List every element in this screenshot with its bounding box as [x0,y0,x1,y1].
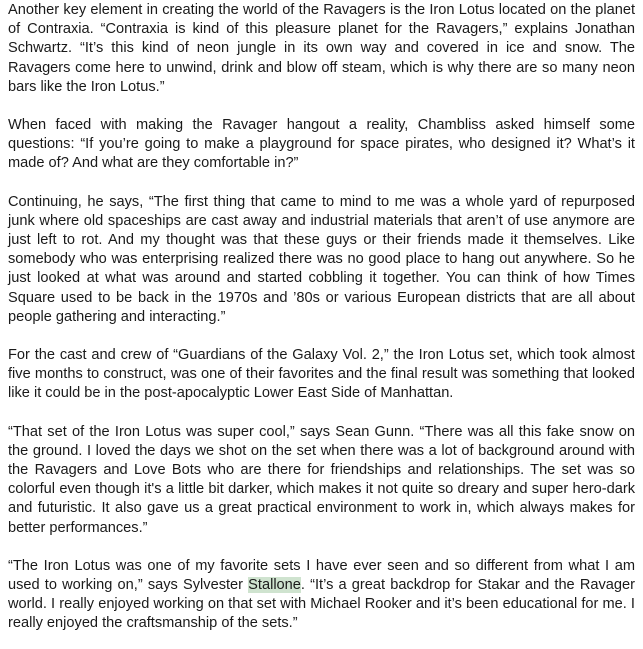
stallone-quote-before: “The Iron Lotus was one of my favorite sets I have ever seen and so different from what I am used to working on,” says Sylvester [8,557,635,594]
paragraph-stallone-quote [8,557,635,634]
paragraph-chambliss-continuing: Continuing, he says, “The first thing that came to mind to me was a whole yard of repurposed junk where old spaceships are cast away and industrial materials that aren’t of use anymore are just left to rot. And my thought was that these guys or their friends made it themselves. Like somebody who was enterprising realized there was no good place to hang out anywhere. So he just looked at what was around and started cobbling it together. You can think of how Times Square used to be back in the 1970s and ’80s or various European districts that are all about people gathering and interacting.” [8,193,635,325]
paragraph-sean-gunn-quote: “That set of the Iron Lotus was super cool,” says Sean Gunn. “There was all this fake snow on the ground. I loved the days we shot on the set when there was a lot of background around with the Ravagers and Love Bots who are there for friendships and relationships. The set was so colorful even though it's a little bit darker, which makes it not quite so dreary and super hero-dark and futuristic. It also gave us a great practical environment to work in, which always makes for better performances.” [8,423,635,536]
stallone-quote-after: . “It’s a great backdrop for Stakar and the Ravager world. I really enjoyed working on that set with Michael Rooker and it’s been educational for me. I really enjoyed the craftsmanship of the sets.” [8,577,635,632]
paragraph-cast-and-crew: For the cast and crew of “Guardians of the Galaxy Vol. 2,” the Iron Lotus set, which took almost five months to construct, was one of their favorites and the final result was something that looked like it could be in the post-apocalyptic Lower East Side of Manhattan. [8,347,635,402]
paragraph-iron-lotus-intro: Another key element in creating the world of the Ravagers is the Iron Lotus located on the planet of Contraxia. “Contraxia is kind of this pleasure planet for the Ravagers,” explains Jonathan Schwartz. “It’s this kind of neon jungle in its own way and covered in ice and snow. The Ravagers come here to unwind, drink and blow off steam, which is why there are so many neon bars like the Iron Lotus.” [8,2,635,95]
paragraph-chambliss-questions: When faced with making the Ravager hangout a reality, Chambliss asked himself some questions: “If you’re going to make a playground for space pirates, who designed it? What’s it made of? And what are they comfortable in?” [8,117,635,172]
highlighted-word[interactable]: Stallone [248,577,301,594]
